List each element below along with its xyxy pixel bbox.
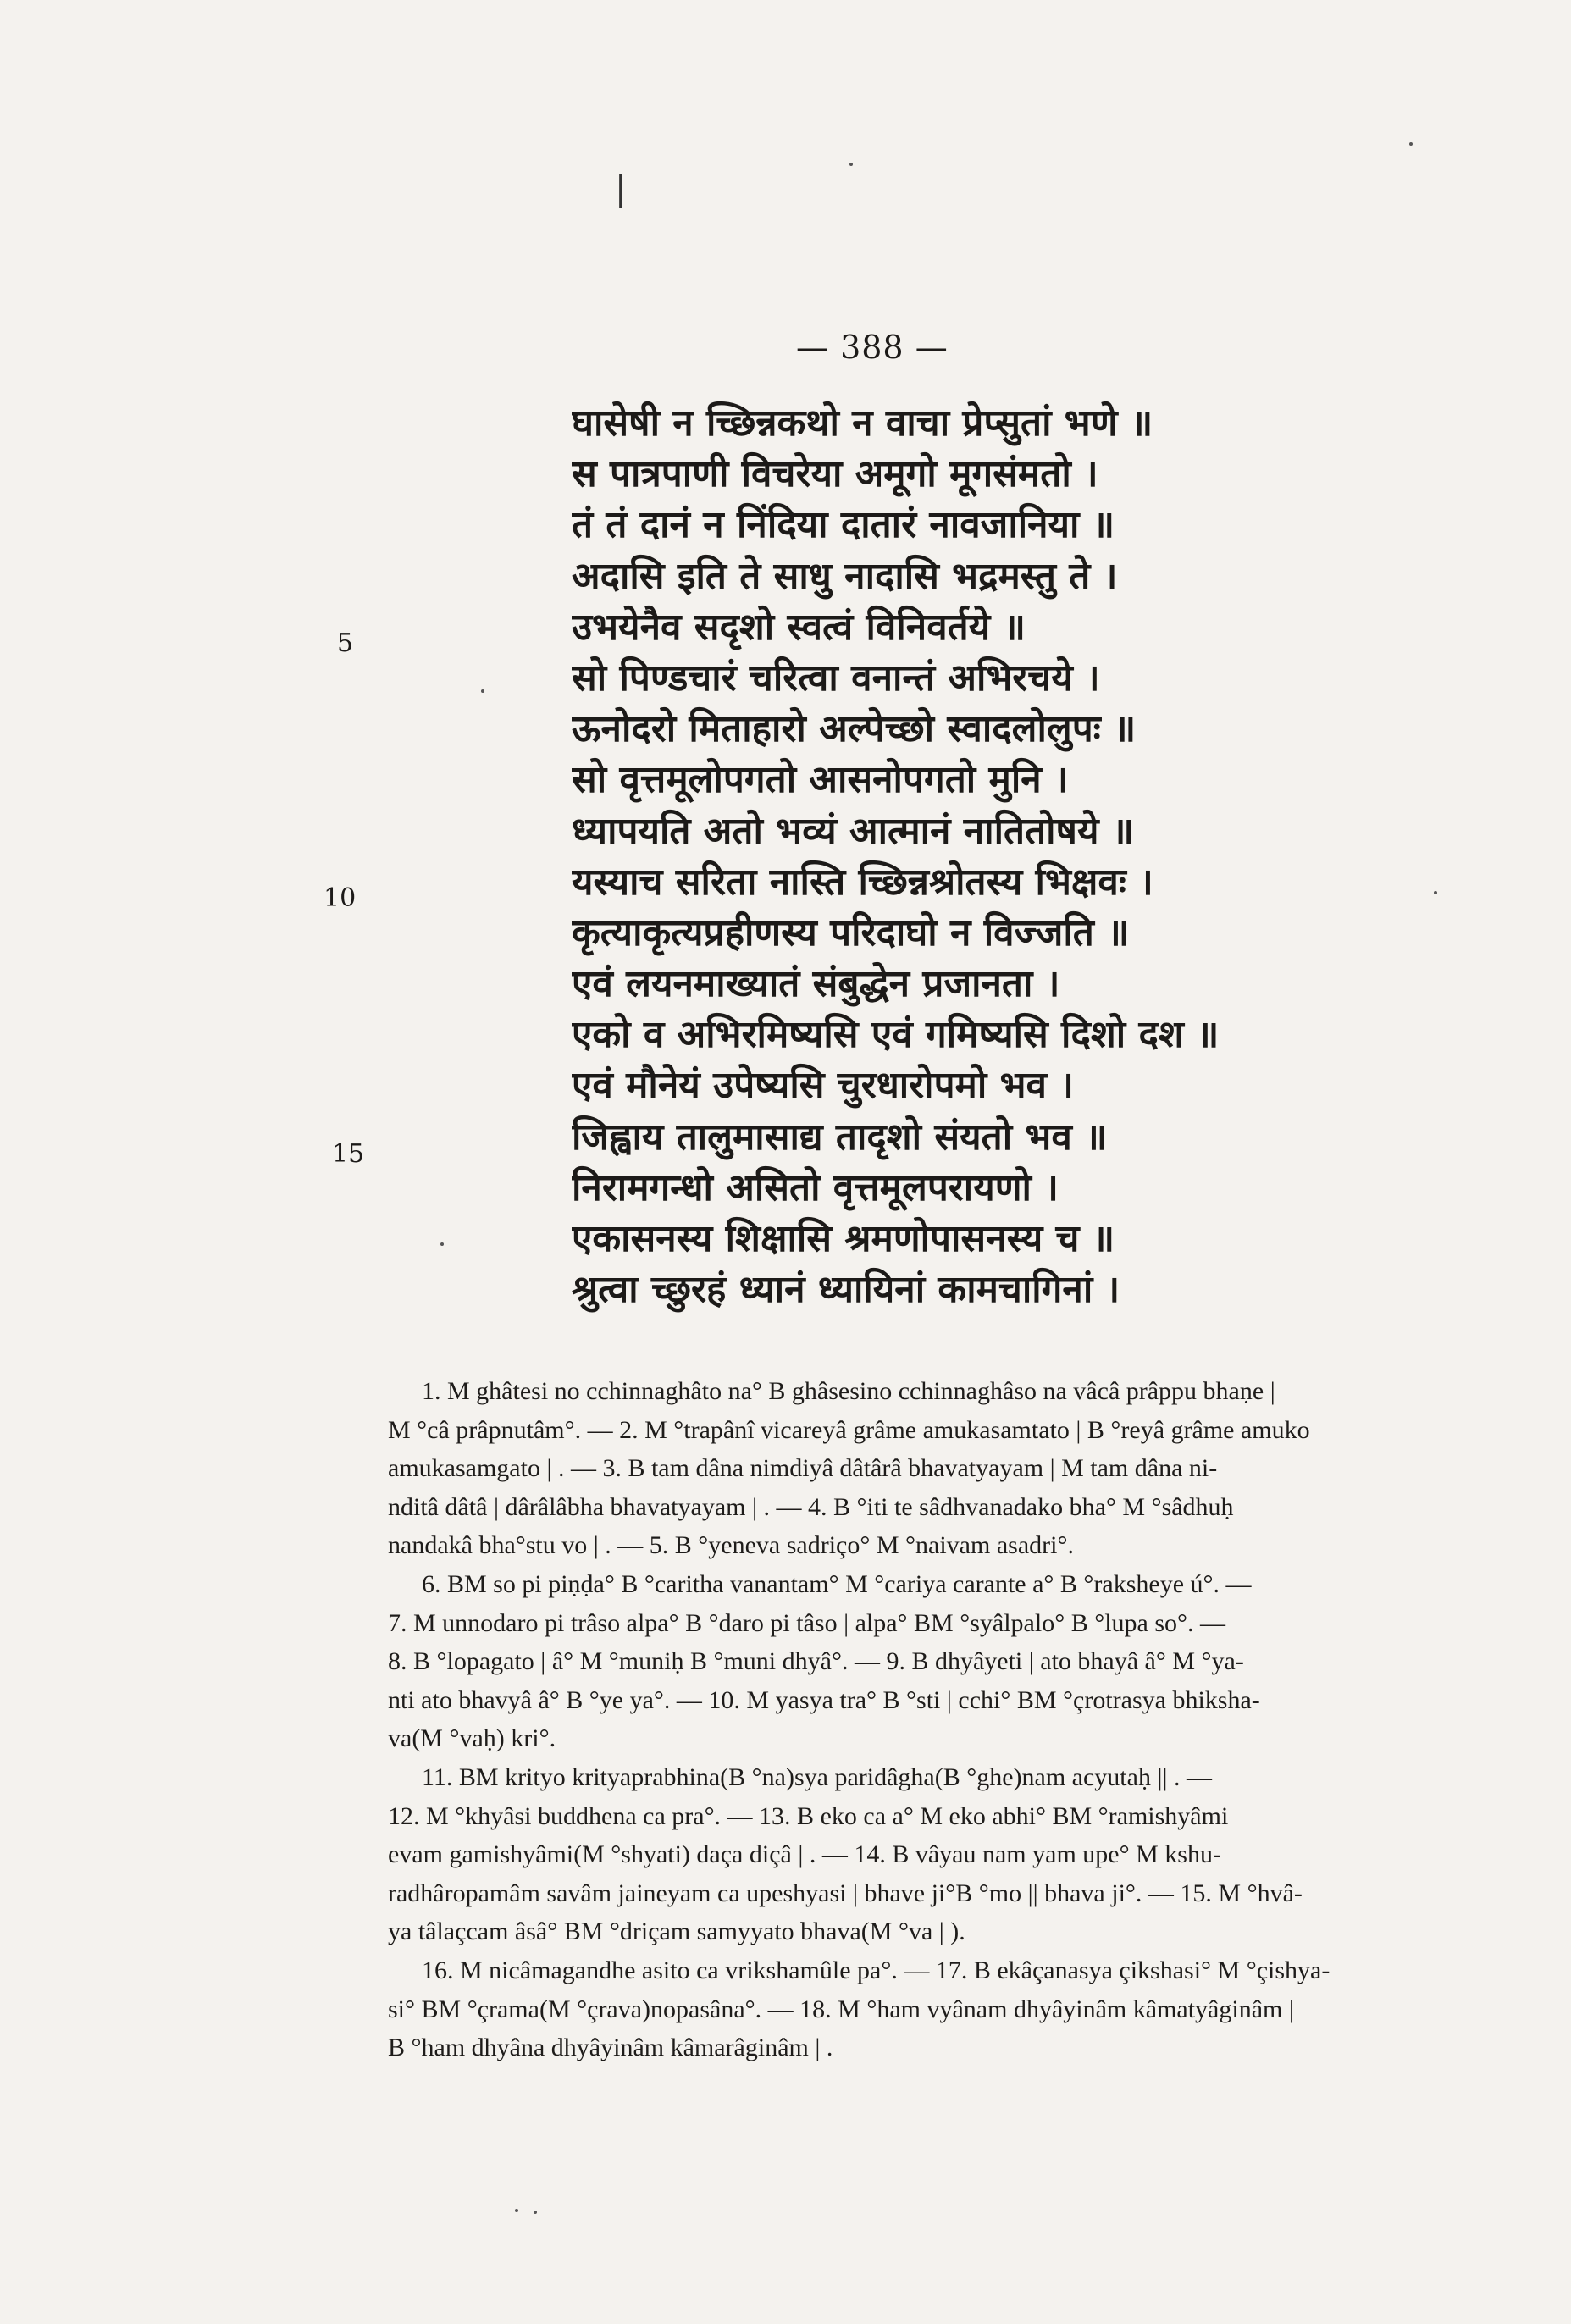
footnote-line: si° BM °çrama(M °çrava)nopasâna°. — 18. M °ham vyânam dhyâyinâm kâmatyâginâm | — [388, 1995, 1294, 2023]
verse-line: कृत्याकृत्यप्रहीणस्य परिदाघो न विज्जति ॥ — [572, 910, 1130, 955]
scan-speck — [849, 163, 853, 166]
footnote-line: M °câ prâpnutâm°. — 2. M °trapânî vicareyâ grâme amukasamtato | B °reyâ grâme amuko — [388, 1415, 1310, 1444]
line-number: 15 — [332, 1139, 365, 1169]
footnote-line: radhâropamâm savâm jaineyam ca upeshyasi | bhave ji°B °mo || bhava ji°. — 15. M °hvâ- — [388, 1879, 1303, 1907]
verse-line: एको व अभिरमिष्यसि एवं गमिष्यसि दिशो दश ॥ — [572, 1013, 1220, 1057]
footnote-line: 7. M unnodaro pi trâso alpa° B °daro pi tâso | alpa° BM °syâlpalo° B °lupa so°. — — [388, 1608, 1226, 1637]
verse-line: स पात्रपाणी विचरेया अमूगो मूगसंमतो । — [572, 452, 1098, 496]
verse-line: यस्याच सरिता नास्ति च्छिन्नश्रोतस्य भिक्षवः । — [572, 860, 1153, 904]
verse-line: सो पिण्डचारं चरित्वा वनान्तं अभिरचये । — [572, 656, 1100, 700]
scan-speck — [1409, 142, 1413, 146]
verse-line: तं तं दानं न निंदिया दातारं नावजानिया ॥ — [572, 503, 1115, 547]
scan-speck — [481, 689, 484, 693]
scan-speck — [534, 2211, 537, 2214]
verse-line: अदासि इति ते साधु नादासि भद्रमस्तु ते । — [572, 554, 1118, 598]
scan-speck — [440, 1242, 444, 1246]
scan-speck — [1434, 891, 1437, 894]
line-number: 5 — [337, 628, 354, 658]
top-mark: | — [615, 169, 627, 208]
verse-block — [572, 398, 1334, 1315]
verse-line: एवं मौनेयं उपेष्यसि चुरधारोपमो भव । — [572, 1064, 1074, 1108]
footnote-line: ya tâlaçcam âsâ° BM °driçam samyyato bhava(M °va | ). — [388, 1917, 965, 1946]
footnote-line: nandakâ bha°stu vo | . — 5. B °yeneva sadriço° M °naivam asadri°. — [388, 1531, 1074, 1560]
verse-line: ध्यापयति अतो भव्यं आत्मानं नातितोषये ॥ — [572, 809, 1135, 853]
footnotes — [388, 1372, 1480, 2067]
footnote-line: amukasamgato | . — 3. B tam dâna nimdiyâ dâtârâ bhavatyayam | M tam dâna ni- — [388, 1454, 1218, 1483]
verse-line: घासेषी न च्छिन्नकथो न वाचा प्रेप्सुतां भणे ॥ — [572, 401, 1153, 445]
line-number: 10 — [324, 883, 357, 913]
verse-line: श्रुत्वा च्छुरहं ध्यानं ध्यायिनां कामचागिनां । — [572, 1268, 1120, 1312]
verse-line: एकासनस्य शिक्षासि श्रमणोपासनस्य च ॥ — [572, 1217, 1115, 1260]
verse-line: जिह्वाय तालुमासाद्य तादृशो संयतो भव ॥ — [572, 1115, 1108, 1159]
footnote-line: evam gamishyâmi(M °shyati) daça diçâ | . — 14. B vâyau nam yam upe° M kshu- — [388, 1840, 1221, 1869]
verse-line: सो वृत्तमूलोपगतो आसनोपगतो मुनि । — [572, 758, 1069, 802]
footnote-line: nti ato bhavyâ â° B °ye ya°. — 10. M yasya tra° B °sti | cchi° BM °çrotrasya bhiksha- — [388, 1685, 1260, 1714]
verse-line: उभयेनैव सदृशो स्वत्वं विनिवर्तये ॥ — [572, 605, 1026, 649]
footnote-line: nditâ dâtâ | dârâlâbha bhavatyayam | . — 4. B °iti te sâdhvanadako bha° M °sâdhuḥ — [388, 1492, 1234, 1521]
footnote-line: 6. BM so pi piṇḍa° B °caritha vanantam° M °cariya carante a° B °raksheye ú°. — — [422, 1569, 1252, 1598]
footnote-line: 12. M °khyâsi buddhena ca pra°. — 13. B eko ca a° M eko abhi° BM °ramishyâmi — [388, 1801, 1229, 1830]
verse-line: एवं लयनमाख्यातं संबुद्धेन प्रजानता । — [572, 962, 1060, 1006]
scan-speck — [515, 2209, 518, 2212]
verse-line: ऊनोदरो मिताहारो अल्पेच्छो स्वादलोलुपः ॥ — [572, 707, 1137, 751]
footnote-line: 11. BM krityo krityaprabhina(B °na)sya paridâgha(B °ghe)nam acyutaḥ || . — — [422, 1762, 1212, 1791]
footnote-line: 16. M nicâmagandhe asito ca vrikshamûle pa°. — 17. B ekâçanasya çikshasi° M °çishya- — [422, 1956, 1330, 1984]
footnote-line: va(M °vaḥ) kri°. — [388, 1724, 556, 1753]
footnote-line: B °ham dhyâna dhyâyinâm kâmarâginâm | . — [388, 2034, 833, 2062]
footnote-line: 8. B °lopagato | â° M °muniḥ B °muni dhyâ°. — 9. B dhyâyeti | ato bhayâ â° M °ya- — [388, 1647, 1244, 1676]
page-number: — 388 — — [796, 329, 949, 366]
verse-line: निरामगन्धो असितो वृत्तमूलपरायणो । — [572, 1165, 1059, 1209]
footnote-line: 1. M ghâtesi no cchinnaghâto na° B ghâsesino cchinnaghâso na vâcâ prâppu bhaṇe | — [422, 1377, 1275, 1405]
